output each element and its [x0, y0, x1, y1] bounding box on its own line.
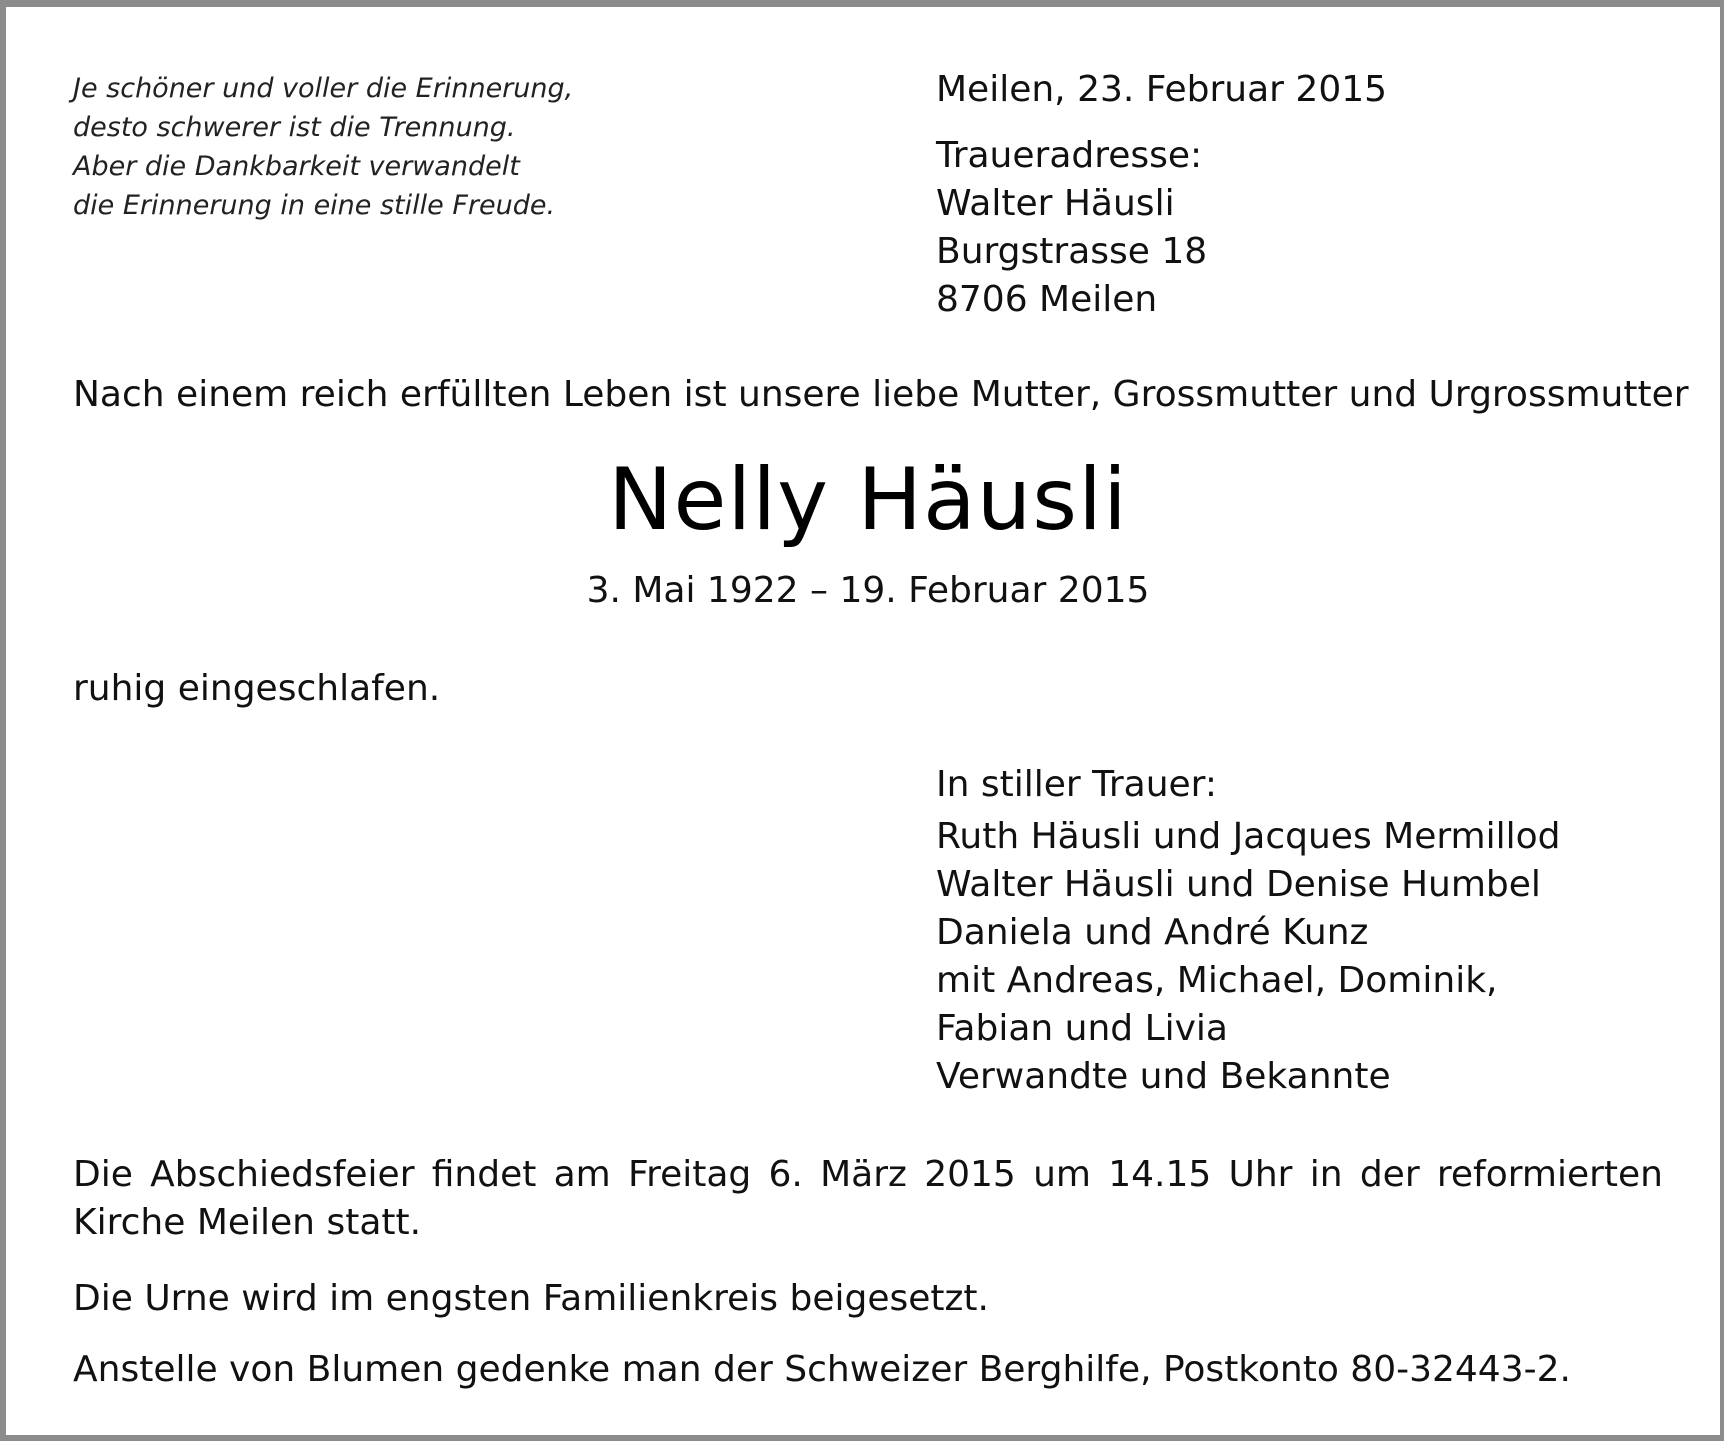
deceased-name: Nelly Häusli: [608, 450, 1128, 550]
mourner-line: Daniela und André Kunz: [936, 912, 1369, 953]
mourner-line: mit Andreas, Michael, Dominik,: [936, 960, 1498, 1001]
mourner-line: Verwandte und Bekannte: [936, 1056, 1391, 1097]
mourner-line: Ruth Häusli und Jacques Mermillod: [936, 816, 1561, 857]
memorial-quote: [73, 69, 573, 225]
mourner-line: Fabian und Livia: [936, 1008, 1228, 1049]
quote-line: Aber die Dankbarkeit verwandelt: [73, 151, 520, 182]
address-city: 8706 Meilen: [936, 279, 1158, 320]
address-street: Burgstrasse 18: [936, 231, 1208, 272]
address-name: Walter Häusli: [936, 183, 1175, 224]
life-dates: 3. Mai 1922 – 19. Februar 2015: [586, 570, 1150, 611]
mourners-list: [936, 813, 1560, 1101]
quote-line: die Erinnerung in eine stille Freude.: [73, 190, 556, 221]
quote-line: desto schwerer ist die Trennung.: [73, 112, 516, 143]
mourner-line: Walter Häusli und Denise Humbel: [936, 864, 1541, 905]
intro-text: Nach einem reich erfüllten Leben ist unsere liebe Mutter, Grossmutter und Urgrossmutter: [73, 374, 1689, 415]
mourning-address: [936, 132, 1207, 324]
place-date: Meilen, 23. Februar 2015: [936, 69, 1388, 110]
address-heading: Traueradresse:: [936, 135, 1203, 176]
rest-text: ruhig eingeschlafen.: [73, 668, 441, 709]
urn-text: Die Urne wird im engsten Familienkreis beigesetzt.: [73, 1278, 989, 1319]
donation-text: Anstelle von Blumen gedenke man der Schweizer Berghilfe, Postkonto 80-32443-2.: [73, 1349, 1571, 1390]
quote-line: Je schöner und voller die Erinnerung,: [73, 73, 574, 104]
ceremony-text: Die Abschiedsfeier findet am Freitag 6. März 2015 um 14.15 Uhr in der reformierten Kirche Meilen statt.: [73, 1154, 1663, 1243]
mourning-heading: In stiller Trauer:: [936, 764, 1217, 805]
